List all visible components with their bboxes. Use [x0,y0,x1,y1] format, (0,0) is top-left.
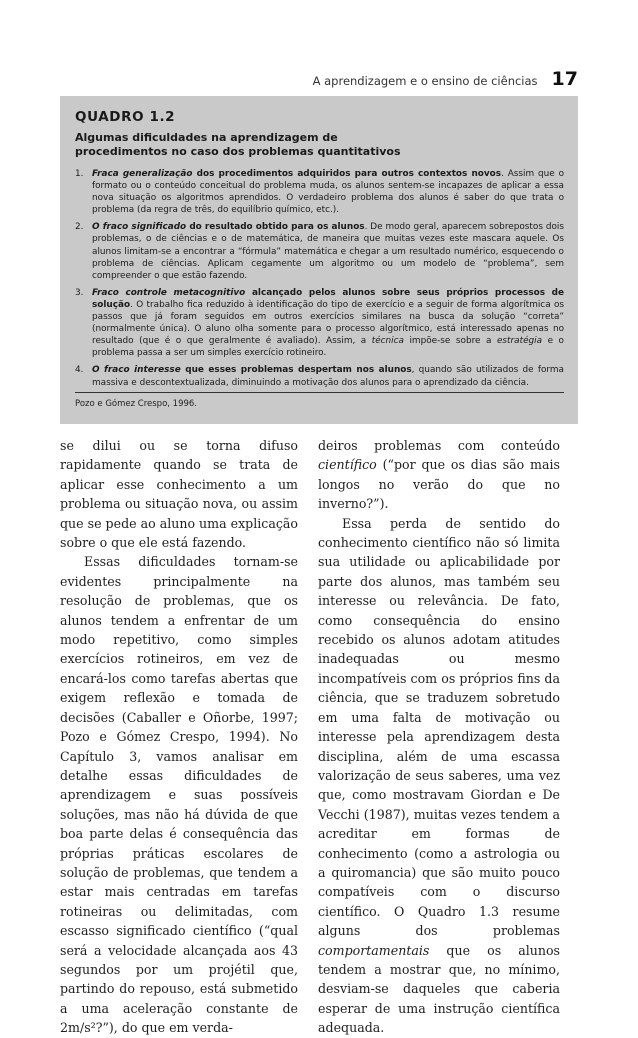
right-paragraph-1 [318,436,560,514]
right-p2-italic: comportamentais [318,942,430,958]
item-number: 2. [75,222,84,233]
item-lead-italic: O fraco interesse [92,365,181,376]
item-lead [92,169,501,179]
right-paragraph-2 [318,514,560,1038]
right-p1-text: deiros problemas com conteúdo [318,438,560,453]
right-p1-italic: científico [318,457,377,473]
left-paragraph-1: se dilui ou se torna difuso rapidamente quando se trata de aplicar esse conhecimento a um problema ou situação nova, ou assim que se pede ao aluno uma explicação sobre o que ele está fazendo. [60,438,298,551]
item-italic-term: estratégia [496,336,543,347]
left-paragraph-2: Essas dificuldades tornam-se evidentes principalmente na resolução de problemas, que os alunos tendem a enfrentar de um modo repetitivo, como simples exercícios rotineiros, em vez de encará-los como tarefas abertas que exigem reflexão e tomada de decisões (Caballer e Oñorbe, 1997; Pozo e Gómez Crespo, 1994). No Capítulo 3, vamos analisar em detalhe essas dificuldades de aprendizagem e suas possíveis soluções, mas não há dúvida de que boa parte delas é consequência das próprias práticas escolares de solução de problemas, que tendem a estar mais centradas em tarefas rotineiras ou delimitadas, com escasso significado científico (“qual será a velocidade alcançada aos 43 segundos por um projétil que, partindo do repouso, está submetido a uma aceleração constante de 2m/s²?”), do que em verda- [60,554,298,1036]
quadro-item-3 [75,287,564,360]
right-p2-text-end: que os alunos tendem a mostrar que, no mínimo, desviam-se daqueles que caberia esperar de uma instrução científica adequada. [318,942,560,1036]
quadro-item-2 [75,221,564,281]
quadro-label: QUADRO 1.2 [75,109,176,125]
item-lead-rest: que esses problemas despertam nos alunos [180,365,412,376]
item-lead [92,222,365,232]
item-body: impõe-se sobre a [403,336,497,347]
item-body: , quando são utilizados de forma massiva e descontextualizada, diminuindo a motivação dos alunos para o aprendizado da ciência. [92,365,564,388]
item-lead-rest: dos procedimentos adquiridos para outros contextos novos [192,169,502,179]
item-lead-italic: O fraco significado [92,222,187,233]
item-body: . De modo geral, aparecem sobrepostos dois problemas, o de ciências e o de matemática, de maneira que muitas vezes este mascara aquele. Os alunos limitam-se a encontrar a “fórmula” matemática e chegar a um resultado numérico, esquecendo o problema de ciências. Aplicam cegamente um algoritmo ou um modelo de “problema”, sem compreender o que estão fazendo. [92,222,564,281]
item-lead-rest: do resultado obtido para os alunos [186,222,365,233]
item-number: 1. [75,169,84,179]
quadro-rule [75,392,564,393]
quadro-item-1 [75,168,564,216]
quadro-source: Pozo e Gómez Crespo, 1996. [75,399,198,409]
item-lead-rest: alcançado pelos alunos sobre seus próprios processos de solução [92,287,565,310]
quadro-list [75,168,564,389]
item-lead-italic: Fraca generalização [92,169,193,179]
item-lead-italic: Fraco controle metacognitivo [92,287,246,298]
item-number: 4. [75,365,84,376]
item-lead [92,365,412,375]
quadro-item-4 [75,364,564,388]
left-column [60,436,298,1038]
item-number: 3. [75,287,84,298]
item-body: . Assim que o formato ou o conteúdo conceitual do problema muda, os alunos sentem-se incapazes de aplicar a essa nova situação os algoritmos aprendidos. O verdadeiro problema dos alunos é saber do que trata o problema (da regra de três, do equilíbrio químico, etc.). [92,169,565,216]
right-p1-text-end: (“por que os dias são mais longos no verão do que no inverno?”). [318,457,560,512]
running-title: A aprendizagem e o ensino de ciências [312,74,538,88]
quadro-title: Algumas dificuldades na aprendizagem de procedimentos no caso dos problemas quantitativos [75,131,401,158]
item-body: e o problema passa a ser um simples exercício rotineiro. [92,336,564,359]
page-number: 17 [551,68,578,90]
item-italic-term: técnica [371,336,404,347]
running-header [313,68,578,90]
item-body: . O trabalho fica reduzido à identificação do tipo de exercício e a seguir de forma algorítmica os passos que já foram seguidos em outros exercícios similares na busca da solução “correta” (normalmente única). O aluno olha somente para o processo algorítmico, está interessado apenas no resultado (que é o que geralmente é avaliado). Assim, a [92,299,564,347]
right-column [318,436,560,1038]
right-p2-text: Essa perda de sentido do conhecimento científico não só limita sua utilidade ou aplicabilidade por parte dos alunos, mas também seu interesse ou relevância. De fato, como consequência do ensino recebido os alunos adotam atitudes inadequadas ou mesmo incompatíveis com os próprios fins da ciência, que se traduzem sobretudo em uma falta de motivação ou interesse pela aprendizagem desta disciplina, além de uma escassa valorização de seus saberes, uma vez que, como mostravam Giordan e De Vecchi (1987), muitas vezes tendem a acreditar em formas de conhecimento (como a astrologia ou a quiromancia) que são muito pouco compatíveis com o discurso científico. O Quadro 1.3 resume alguns dos problemas [318,515,560,939]
quadro-box [60,96,578,424]
